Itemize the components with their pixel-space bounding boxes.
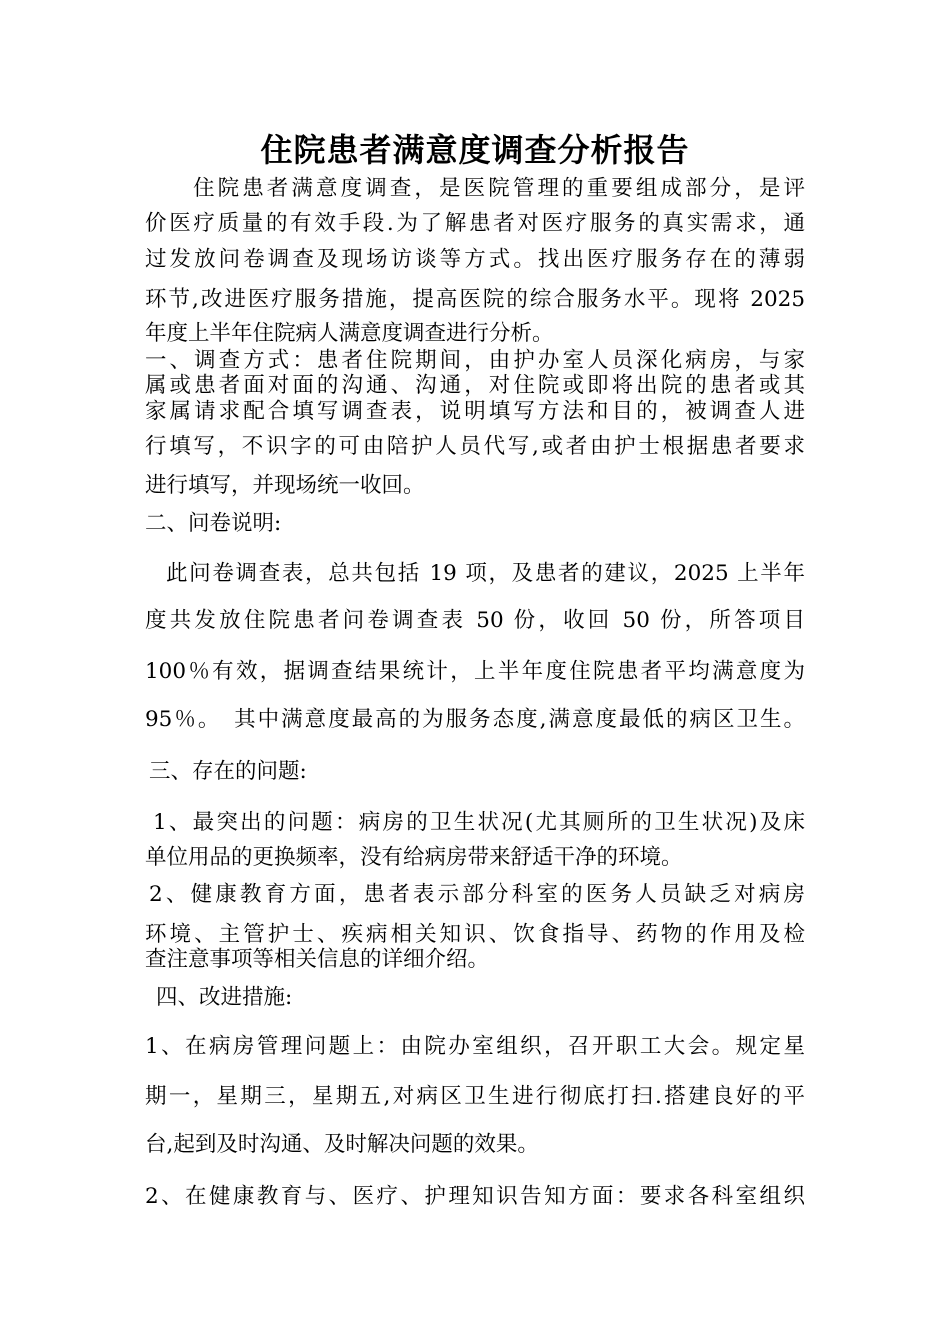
paragraph-line: 2、在健康教育与、医疗、护理知识告知方面：要求各科室组织 [145, 1184, 805, 1209]
paragraph-line: 台,起到及时沟通、及时解决问题的效果。 [145, 1132, 539, 1157]
paragraph-line: 100％有效，据调查结果统计，上半年度住院患者平均满意度为 [145, 659, 805, 684]
paragraph-line: 环节,改进医疗服务措施，提高医院的综合服务水平。现将 2025 [145, 287, 805, 312]
paragraph-line: 过发放问卷调查及现场访谈等方式。找出医疗服务存在的薄弱 [145, 247, 805, 272]
paragraph-line: 一、调查方式：患者住院期间，由护办室人员深化病房，与家 [145, 348, 805, 373]
paragraph-line: 属或患者面对面的沟通、沟通，对住院或即将出院的患者或其 [145, 373, 805, 398]
paragraph-line: 查注意事项等相关信息的详细介绍。 [145, 947, 490, 972]
paragraph-line: 1、最突出的问题：病房的卫生状况(尤其厕所的卫生状况)及床 [153, 810, 805, 835]
section-heading: 四、改进措施: [156, 985, 293, 1010]
paragraph-line: 价医疗质量的有效手段.为了解患者对医疗服务的真实需求，通 [145, 211, 805, 236]
paragraph-line: 住院患者满意度调查，是医院管理的重要组成部分，是评 [193, 176, 805, 201]
document-title: 住院患者满意度调查分析报告 [260, 131, 690, 169]
paragraph-line: 期一，星期三，星期五,对病区卫生进行彻底打扫.搭建良好的平 [145, 1084, 805, 1109]
paragraph-line: 进行填写，并现场统一收回。 [145, 473, 425, 498]
section-heading: 二、问卷说明: [145, 511, 282, 536]
paragraph-line: 2、健康教育方面，患者表示部分科室的医务人员缺乏对病房 [149, 882, 805, 907]
section-heading: 三、存在的问题: [149, 759, 307, 784]
paragraph-line: 95％。 其中满意度最高的为服务态度,满意度最低的病区卫生。 [145, 707, 805, 732]
paragraph-line: 单位用品的更换频率，没有给病房带来舒适干净的环境。 [145, 845, 683, 870]
paragraph-line: 年度上半年住院病人满意度调查进行分析。 [145, 321, 554, 346]
paragraph-line: 环境、主管护士、疾病相关知识、饮食指导、药物的作用及检 [145, 922, 805, 947]
paragraph-line: 家属请求配合填写调查表，说明填写方法和目的，被调查人进 [145, 399, 805, 424]
paragraph-line: 此问卷调查表，总共包括 19 项，及患者的建议，2025 上半年 [166, 561, 805, 586]
paragraph-line: 行填写，不识字的可由陪护人员代写,或者由护士根据患者要求 [145, 434, 805, 459]
paragraph-line: 1、在病房管理问题上：由院办室组织，召开职工大会。规定星 [145, 1034, 805, 1059]
paragraph-line: 度共发放住院患者问卷调查表 50 份，收回 50 份，所答项目 [145, 608, 805, 633]
